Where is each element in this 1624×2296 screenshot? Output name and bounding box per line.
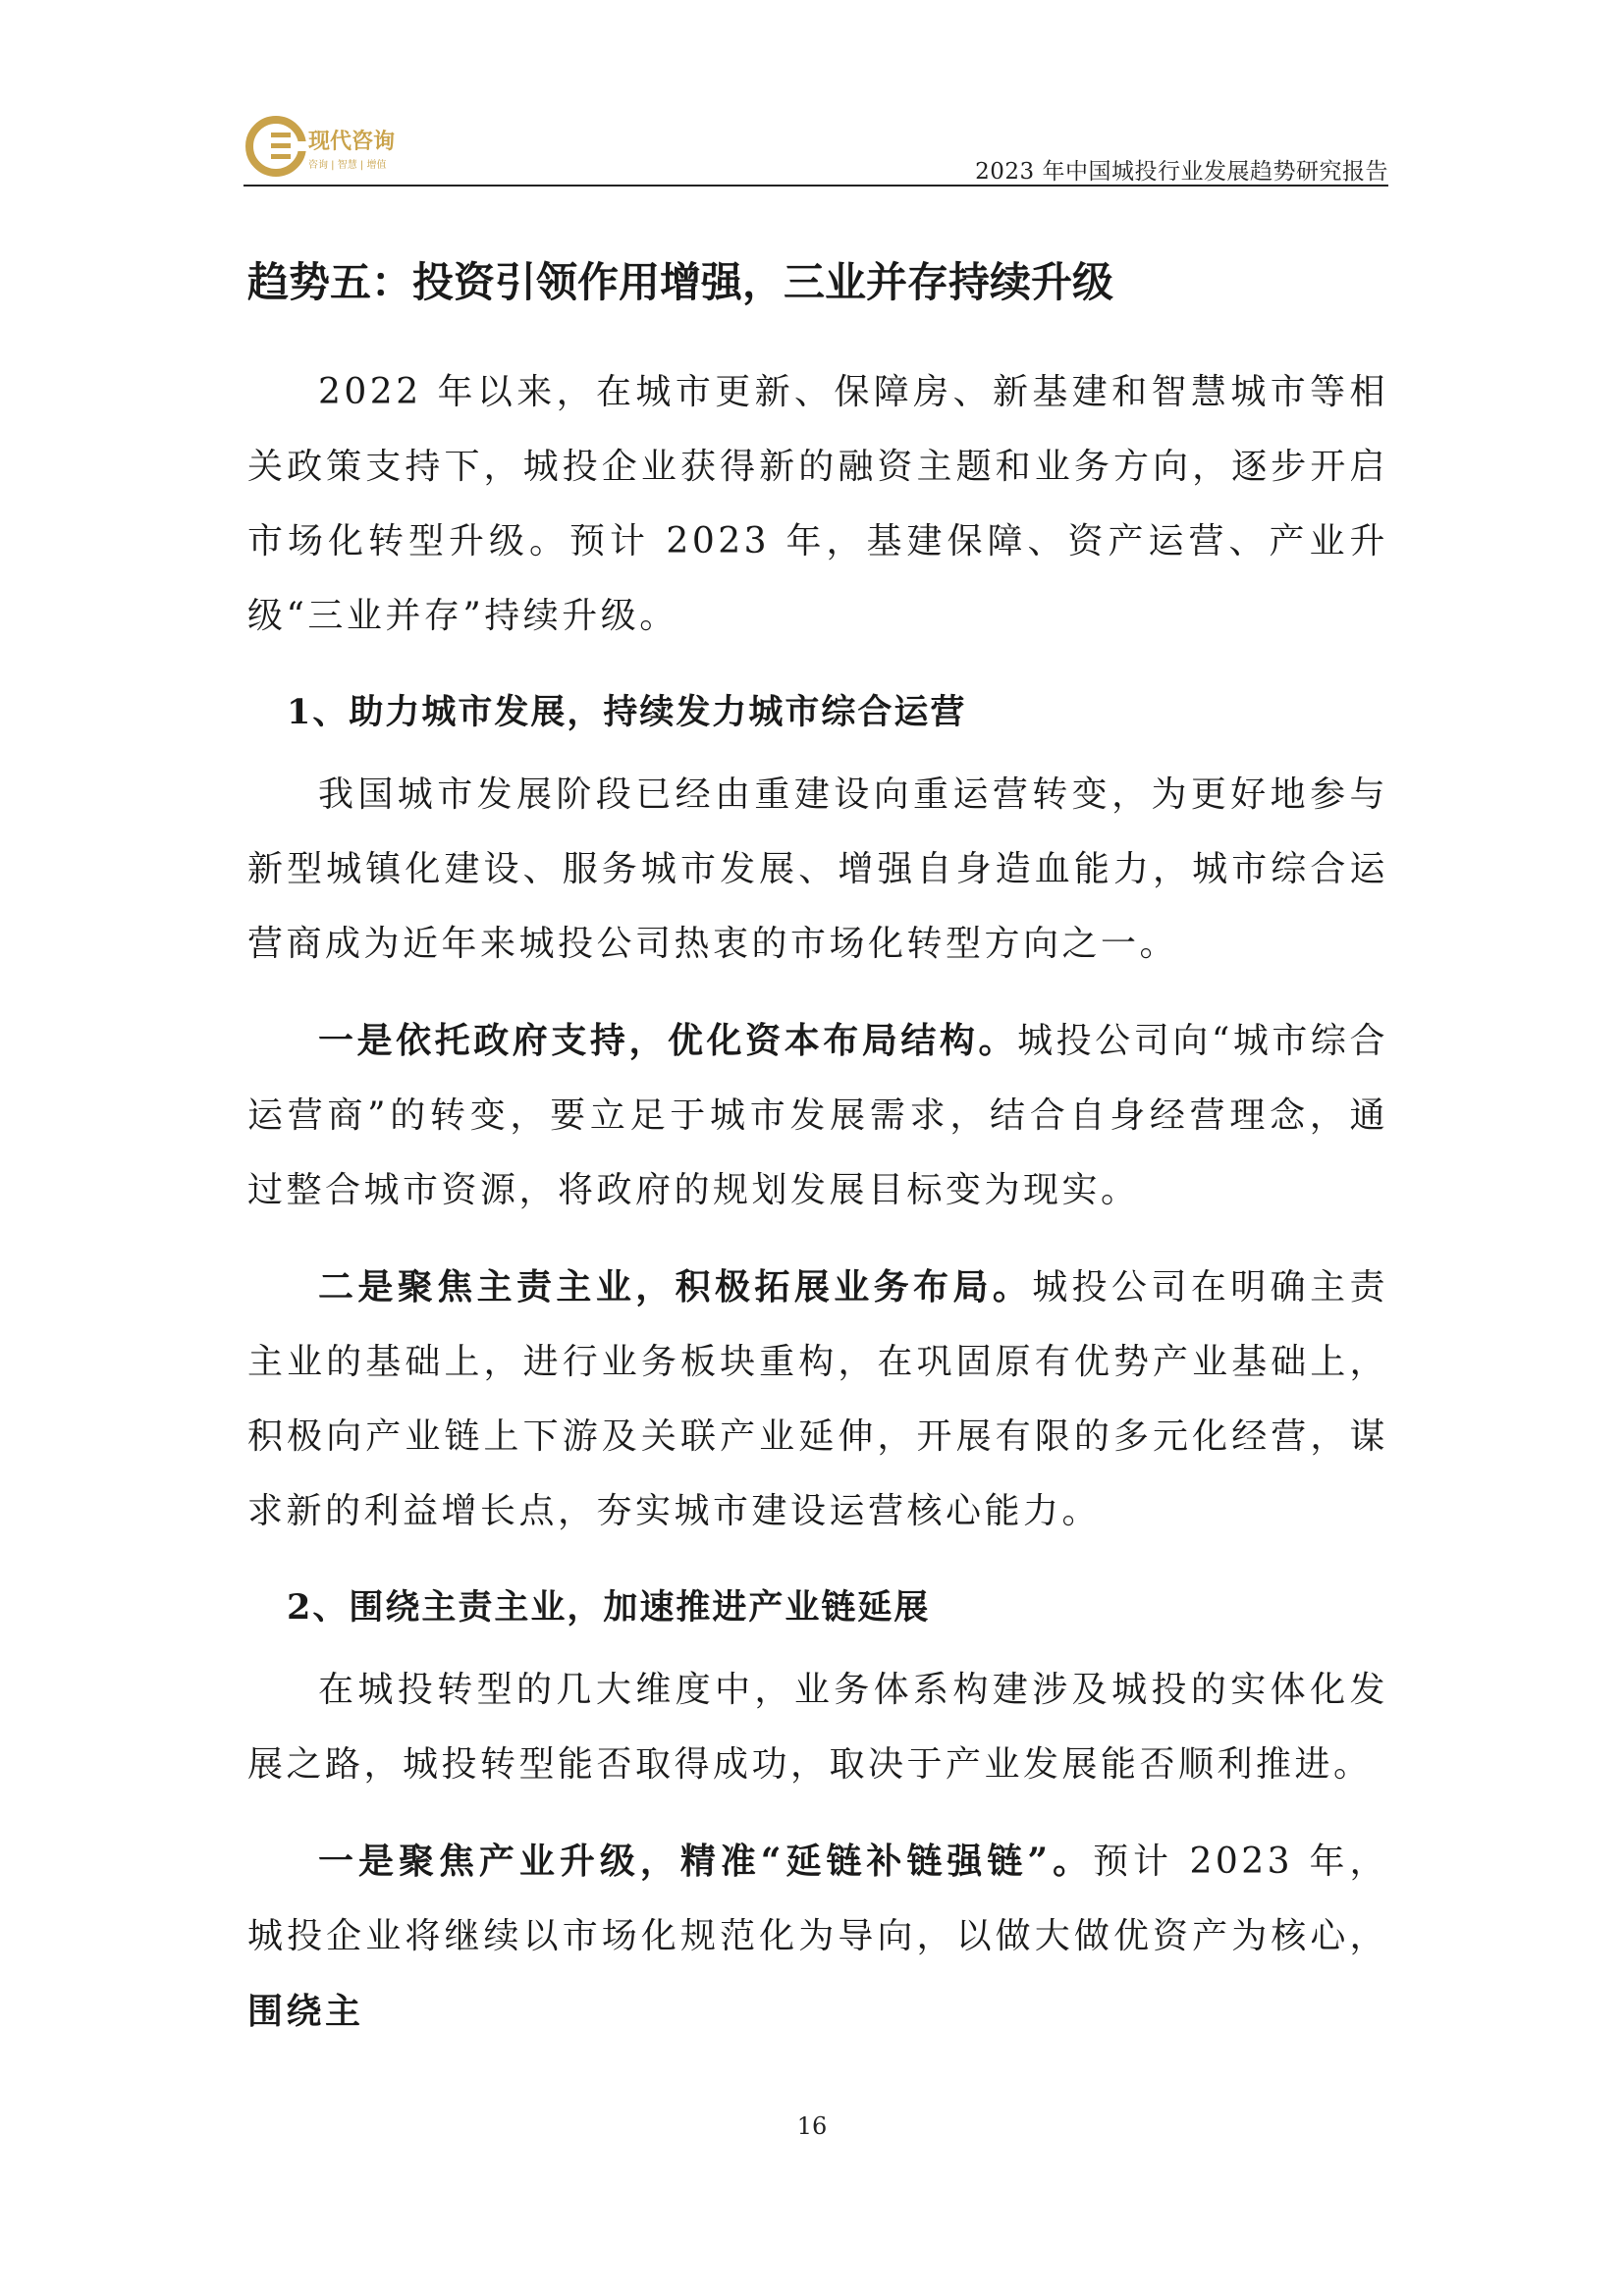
subsection-2-point-1 xyxy=(247,1824,1388,2050)
logo-tagline: 咨询 | 智慧 | 增值 xyxy=(308,160,387,171)
subsection-2-paragraph: 在城投转型的几大维度中，业务体系构建涉及城投的实体化发展之路，城投转型能否取得成功，取决于产业发展能否顺利推进。 xyxy=(247,1670,1388,1785)
subsection-1-paragraph: 我国城市发展阶段已经由重建设向重运营转变，为更好地参与新型城镇化建设、服务城市发展、增强自身造血能力，城市综合运营商成为近年来城投公司热衷的市场化转型方向之一。 xyxy=(247,774,1388,964)
point-1-text: 城投公司向“城市综合运营商”的转变，要立足于城市发展需求，结合自身经营理念，通过整合城市资源，将政府的规划发展目标变为现实。 xyxy=(247,1021,1388,1210)
logo-text: 现代咨询 xyxy=(308,130,396,154)
page-body xyxy=(247,253,1388,2050)
subsection-1-heading: 1、助力城市发展，持续发力城市综合运营 xyxy=(287,692,967,732)
point-1-lead: 一是依托政府支持，优化资本布局结构。 xyxy=(318,1020,1018,1061)
point-1-trailing-bold: 围绕主 xyxy=(247,1991,364,2032)
section-intro: 2022 年以来，在城市更新、保障房、新基建和智慧城市等相关政策支持下，城投企业获得新的融资主题和业务方向，逐步开启市场化转型升级。预计 2023 年，基建保障、资产运营、产业升级“三业并存”持续升级。 xyxy=(247,372,1388,636)
section-title: 趋势五：投资引领作用增强，三业并存持续升级 xyxy=(247,258,1114,306)
report-title: 2023 年中国城投行业发展趋势研究报告 xyxy=(975,159,1388,185)
point-1-lead: 一是聚焦产业升级，精准“延链补链强链”。 xyxy=(318,1841,1094,1882)
subsection-1-point-2 xyxy=(247,1250,1388,1549)
header-divider xyxy=(244,185,1388,187)
company-logo xyxy=(244,112,420,181)
logo-mark-icon xyxy=(244,112,420,181)
point-1-text: 预计 2023 年，城投企业将继续以市场化规范化为导向，以做大做优资产为核心， xyxy=(247,1842,1388,1956)
subsection-2-heading: 2、围绕主责主业，加速推进产业链延展 xyxy=(287,1587,931,1628)
page-number: 16 xyxy=(796,2112,828,2140)
subsection-1-point-1 xyxy=(247,1003,1388,1228)
point-2-text: 城投公司在明确主责主业的基础上，进行业务板块重构，在巩固原有优势产业基础上，积极向产业链上下游及关联产业延伸，开展有限的多元化经营，谋求新的利益增长点，夯实城市建设运营核心能力。 xyxy=(247,1267,1388,1531)
page-header xyxy=(244,106,1388,187)
point-2-lead: 二是聚焦主责主业，积极拓展业务布局。 xyxy=(318,1266,1033,1308)
